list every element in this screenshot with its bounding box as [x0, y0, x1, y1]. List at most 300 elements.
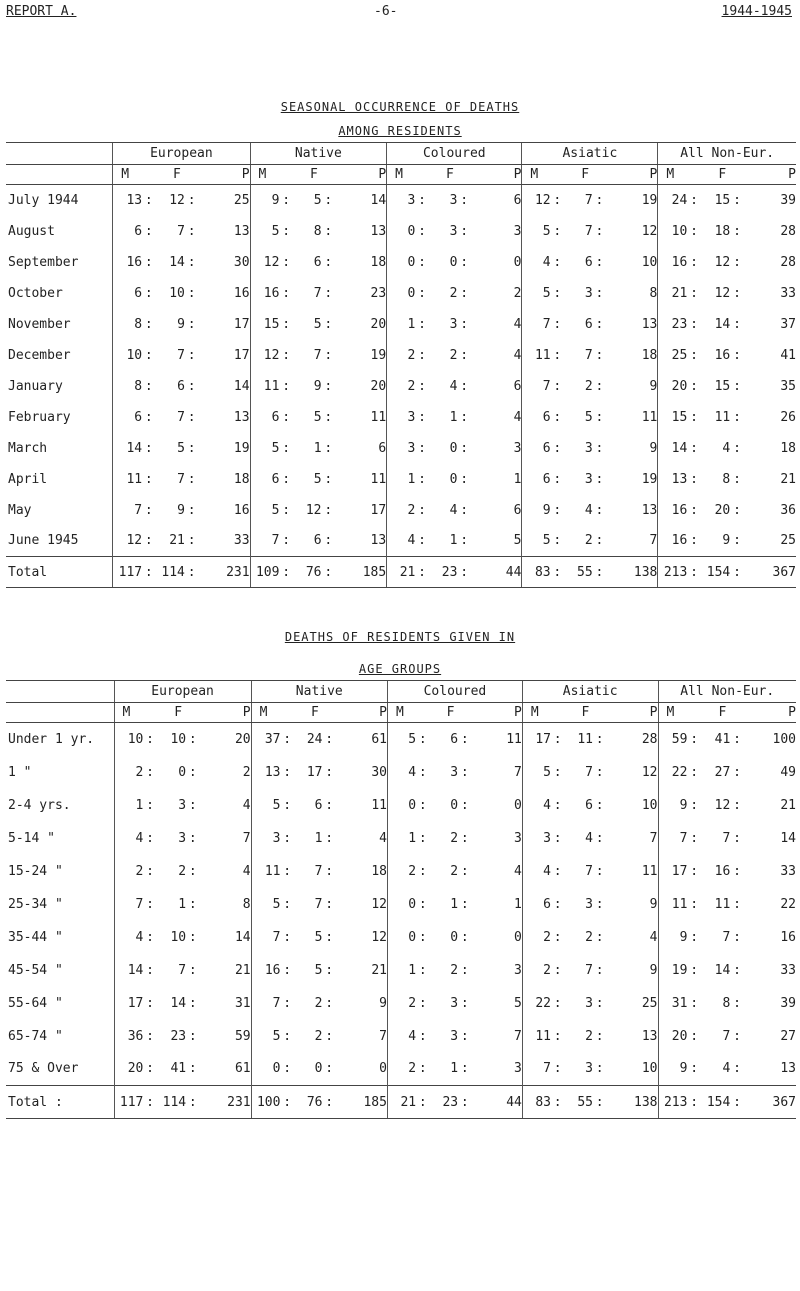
- cell-m: 6: [250, 402, 279, 433]
- cell-p: 16: [780, 929, 796, 945]
- separator: :: [282, 223, 291, 239]
- cell-m: 24: [658, 185, 687, 216]
- separator: :: [146, 764, 154, 780]
- separator: :: [690, 830, 699, 846]
- cell-p: 17: [233, 316, 250, 332]
- separator: :: [188, 1028, 197, 1044]
- cell-m: 20: [658, 1020, 687, 1053]
- cell-f: 76: [294, 1086, 323, 1119]
- year-range: 1944-1945: [721, 4, 792, 19]
- cell-p: 6: [513, 502, 522, 518]
- cell-p: 14: [233, 378, 250, 394]
- cell-p: 4: [514, 863, 522, 879]
- cell-m: 4: [114, 921, 143, 954]
- cell-m: 12: [113, 526, 142, 557]
- separator: :: [324, 347, 333, 363]
- separator: :: [144, 254, 153, 270]
- cell-p: 33: [233, 533, 250, 549]
- separator: :: [595, 316, 604, 332]
- cell-m: 117: [114, 1086, 143, 1119]
- separator: :: [187, 192, 196, 208]
- subheader-m: M: [387, 703, 429, 723]
- cell-m: 12: [250, 247, 279, 278]
- table-row: [6, 954, 796, 987]
- cell-m: 1: [114, 789, 143, 822]
- separator: :: [146, 1028, 154, 1044]
- cell-f: 1: [314, 830, 323, 846]
- subheader-m: M: [114, 703, 157, 723]
- separator: :: [687, 557, 701, 588]
- cell-p: 11: [370, 409, 387, 425]
- cell-f: 5: [313, 316, 322, 332]
- cell-f: 0: [449, 471, 458, 487]
- separator: :: [551, 1086, 564, 1119]
- cell-p: 25: [780, 533, 796, 549]
- cell-f: 3: [449, 192, 458, 208]
- cell-f: 11: [714, 896, 731, 912]
- separator: :: [690, 863, 699, 879]
- table2-title: DEATHS OF RESIDENTS GIVEN IN: [284, 630, 516, 644]
- cell-p: 13: [233, 409, 250, 425]
- subheader-p: P: [471, 165, 522, 185]
- cell-f: 11: [577, 731, 593, 747]
- table-row: [6, 495, 796, 526]
- cell-m: 7: [522, 1053, 551, 1086]
- cell-m: 5: [250, 495, 279, 526]
- separator: :: [282, 440, 291, 456]
- separator: :: [324, 254, 333, 270]
- separator: :: [595, 471, 604, 487]
- row-label: 25-34 ": [8, 896, 63, 912]
- cell-f: 23: [430, 1086, 459, 1119]
- separator: :: [146, 929, 154, 945]
- cell-m: 1: [387, 954, 416, 987]
- cell-p: 231: [198, 557, 250, 588]
- separator: :: [690, 1061, 699, 1077]
- cell-f: 9: [177, 502, 185, 518]
- separator: :: [690, 471, 698, 487]
- separator: :: [282, 533, 291, 549]
- cell-p: 7: [514, 764, 522, 780]
- separator: :: [283, 962, 292, 978]
- separator: :: [690, 1028, 699, 1044]
- separator: :: [460, 471, 469, 487]
- cell-f: 14: [169, 254, 185, 270]
- separator: :: [690, 533, 698, 549]
- subheader-f: F: [156, 165, 199, 185]
- cell-p: 0: [514, 929, 522, 945]
- separator: :: [595, 1061, 604, 1077]
- cell-f: 2: [450, 962, 459, 978]
- cell-p: 185: [335, 557, 387, 588]
- subheader-p: P: [336, 703, 388, 723]
- cell-f: 2: [178, 863, 187, 879]
- separator: :: [593, 557, 606, 588]
- cell-p: 12: [641, 764, 658, 780]
- table-row: [6, 822, 796, 855]
- cell-m: 8: [113, 309, 142, 340]
- cell-p: 7: [379, 1028, 387, 1044]
- cell-p: 3: [514, 1061, 522, 1077]
- cell-f: 7: [314, 896, 323, 912]
- separator: :: [187, 254, 196, 270]
- cell-f: 41: [714, 731, 731, 747]
- cell-p: 39: [780, 192, 796, 208]
- separator: :: [460, 409, 469, 425]
- separator: :: [458, 1086, 471, 1119]
- cell-m: 1: [387, 309, 416, 340]
- cell-p: 20: [370, 378, 387, 394]
- separator: :: [595, 731, 604, 747]
- cell-f: 6: [313, 254, 322, 270]
- separator: :: [418, 1061, 427, 1077]
- cell-p: 7: [649, 533, 658, 549]
- separator: :: [144, 471, 153, 487]
- separator: :: [283, 830, 292, 846]
- subheader-f: F: [701, 703, 744, 723]
- separator: :: [283, 896, 292, 912]
- cell-m: 0: [387, 247, 416, 278]
- separator: :: [188, 896, 197, 912]
- separator: :: [553, 440, 562, 456]
- cell-m: 4: [387, 526, 416, 557]
- separator: :: [733, 378, 741, 394]
- cell-m: 4: [387, 756, 416, 789]
- cell-f: 1: [313, 440, 322, 456]
- separator: :: [418, 254, 426, 270]
- cell-f: 6: [314, 797, 323, 813]
- separator: :: [144, 533, 153, 549]
- separator: :: [324, 471, 333, 487]
- cell-m: 5: [522, 756, 551, 789]
- cell-m: 14: [658, 433, 687, 464]
- cell-p: 23: [370, 285, 387, 301]
- cell-p: 2: [513, 285, 522, 301]
- cell-f: 3: [585, 995, 593, 1011]
- cell-f: 12: [714, 797, 731, 813]
- separator: :: [460, 995, 469, 1011]
- cell-m: 10: [114, 723, 143, 756]
- cell-m: 13: [658, 464, 687, 495]
- cell-p: 367: [744, 1086, 796, 1119]
- cell-p: 44: [471, 557, 522, 588]
- cell-p: 26: [780, 409, 796, 425]
- table-row: [6, 1020, 796, 1053]
- table-row: [6, 247, 796, 278]
- cell-f: 18: [714, 223, 731, 239]
- cell-m: 2: [114, 855, 143, 888]
- cell-p: 13: [233, 223, 250, 239]
- table-row: [6, 278, 796, 309]
- separator: :: [460, 731, 469, 747]
- cell-p: 13: [370, 533, 387, 549]
- total-row: [6, 557, 796, 588]
- subheader-m: M: [113, 165, 156, 185]
- group-header: European: [113, 143, 250, 165]
- separator: :: [595, 254, 604, 270]
- cell-f: 3: [450, 1028, 459, 1044]
- cell-f: 6: [450, 731, 459, 747]
- subheader-m: M: [658, 165, 701, 185]
- cell-f: 2: [314, 1028, 323, 1044]
- cell-f: 7: [585, 962, 593, 978]
- cell-m: 2: [387, 340, 416, 371]
- separator: :: [733, 896, 741, 912]
- row-label: September: [8, 254, 79, 270]
- cell-p: 19: [370, 347, 387, 363]
- cell-m: 5: [522, 216, 551, 247]
- cell-p: 44: [472, 1086, 523, 1119]
- separator: :: [418, 962, 427, 978]
- separator: :: [595, 409, 604, 425]
- cell-f: 76: [293, 557, 322, 588]
- group-header: Native: [250, 143, 387, 165]
- cell-m: 17: [658, 855, 687, 888]
- cell-f: 12: [169, 192, 185, 208]
- separator: :: [690, 378, 698, 394]
- separator: :: [144, 285, 153, 301]
- separator: :: [730, 557, 744, 588]
- cell-f: 154: [701, 557, 730, 588]
- cell-f: 3: [584, 440, 593, 456]
- separator: :: [418, 896, 427, 912]
- cell-m: 16: [658, 495, 687, 526]
- separator: :: [690, 995, 699, 1011]
- cell-f: 8: [722, 471, 731, 487]
- cell-f: 114: [156, 557, 185, 588]
- separator: :: [690, 962, 699, 978]
- cell-m: 4: [522, 855, 551, 888]
- separator: :: [553, 1061, 562, 1077]
- separator: :: [187, 347, 196, 363]
- cell-f: 55: [564, 557, 593, 588]
- separator: :: [733, 929, 741, 945]
- subheader-p: P: [744, 165, 796, 185]
- cell-p: 7: [514, 1028, 522, 1044]
- separator: :: [283, 1061, 292, 1077]
- row-label: March: [8, 440, 48, 456]
- cell-p: 9: [649, 896, 658, 912]
- row-label: December: [8, 347, 71, 363]
- separator: :: [553, 378, 562, 394]
- cell-p: 5: [513, 533, 522, 549]
- separator: :: [418, 285, 426, 301]
- cell-m: 5: [387, 723, 416, 756]
- cell-p: 19: [641, 192, 658, 208]
- cell-m: 11: [522, 340, 551, 371]
- cell-m: 16: [658, 526, 687, 557]
- cell-p: 33: [780, 962, 796, 978]
- separator: :: [690, 896, 699, 912]
- separator: :: [187, 440, 196, 456]
- cell-m: 14: [114, 954, 143, 987]
- cell-f: 7: [177, 347, 185, 363]
- cell-p: 35: [780, 378, 796, 394]
- separator: :: [283, 797, 292, 813]
- cell-p: 13: [641, 502, 658, 518]
- separator: :: [733, 995, 741, 1011]
- separator: :: [733, 316, 741, 332]
- separator: :: [733, 471, 741, 487]
- separator: :: [144, 440, 153, 456]
- separator: :: [733, 285, 741, 301]
- cell-m: 117: [113, 557, 142, 588]
- separator: :: [144, 223, 153, 239]
- cell-p: 3: [514, 962, 522, 978]
- cell-m: 0: [387, 789, 416, 822]
- cell-m: 0: [387, 216, 416, 247]
- cell-m: 9: [250, 185, 279, 216]
- separator: :: [142, 557, 155, 588]
- cell-m: 2: [387, 495, 416, 526]
- separator: :: [146, 797, 154, 813]
- cell-f: 6: [585, 797, 593, 813]
- subheader-p: P: [744, 703, 796, 723]
- cell-m: 2: [387, 987, 416, 1020]
- separator: :: [282, 409, 291, 425]
- separator: :: [283, 929, 292, 945]
- separator: :: [282, 378, 291, 394]
- cell-p: 1: [514, 896, 522, 912]
- cell-f: 1: [450, 896, 459, 912]
- cell-p: 11: [641, 863, 658, 879]
- cell-m: 10: [113, 340, 142, 371]
- cell-f: 7: [584, 192, 593, 208]
- cell-p: 41: [780, 347, 796, 363]
- separator: :: [593, 1086, 606, 1119]
- separator: :: [325, 863, 334, 879]
- separator: :: [690, 797, 699, 813]
- cell-f: 15: [714, 192, 731, 208]
- separator: :: [282, 254, 291, 270]
- cell-m: 7: [522, 309, 551, 340]
- cell-m: 14: [113, 433, 142, 464]
- separator: :: [553, 962, 562, 978]
- separator: :: [460, 764, 469, 780]
- subheader-p: P: [335, 165, 387, 185]
- cell-p: 14: [234, 929, 251, 945]
- cell-f: 8: [313, 223, 322, 239]
- cell-m: 12: [522, 185, 551, 216]
- cell-p: 0: [514, 797, 522, 813]
- separator: :: [188, 863, 197, 879]
- cell-p: 13: [780, 1061, 796, 1077]
- separator: :: [460, 962, 469, 978]
- separator: :: [690, 929, 699, 945]
- cell-f: 7: [584, 223, 593, 239]
- subheader-p: P: [198, 165, 250, 185]
- cell-f: 4: [584, 502, 593, 518]
- separator: :: [324, 223, 333, 239]
- cell-m: 15: [250, 309, 279, 340]
- total-row: [6, 1086, 796, 1119]
- cell-m: 6: [250, 464, 279, 495]
- cell-p: 9: [379, 995, 387, 1011]
- cell-m: 5: [522, 526, 551, 557]
- cell-m: 15: [658, 402, 687, 433]
- separator: :: [187, 533, 196, 549]
- cell-f: 7: [584, 347, 593, 363]
- cell-m: 109: [250, 557, 279, 588]
- cell-f: 5: [584, 409, 593, 425]
- cell-f: 0: [314, 1061, 323, 1077]
- subheader-p: P: [606, 703, 658, 723]
- separator: :: [325, 929, 334, 945]
- cell-f: 5: [313, 192, 322, 208]
- cell-p: 18: [780, 440, 796, 456]
- cell-m: 9: [522, 495, 551, 526]
- separator: :: [322, 557, 335, 588]
- cell-p: 20: [234, 731, 251, 747]
- cell-f: 4: [585, 830, 593, 846]
- cell-p: 13: [641, 316, 658, 332]
- separator: :: [553, 223, 562, 239]
- row-label: February: [8, 409, 71, 425]
- separator: :: [460, 502, 469, 518]
- separator: :: [595, 896, 604, 912]
- table-row: [6, 855, 796, 888]
- group-header: European: [114, 681, 251, 703]
- table-row: [6, 185, 796, 216]
- cell-f: 21: [169, 533, 185, 549]
- cell-p: 18: [371, 863, 387, 879]
- cell-f: 2: [314, 995, 323, 1011]
- separator: :: [418, 1028, 427, 1044]
- separator: :: [690, 316, 698, 332]
- separator: :: [733, 223, 741, 239]
- cell-m: 2: [522, 921, 551, 954]
- subheader-m: M: [522, 165, 564, 185]
- cell-f: 16: [714, 347, 731, 363]
- cell-m: 2: [387, 371, 416, 402]
- cell-f: 9: [177, 316, 185, 332]
- separator: :: [690, 502, 698, 518]
- row-label: Total :: [6, 1086, 114, 1119]
- separator: :: [282, 285, 291, 301]
- cell-p: 61: [371, 731, 387, 747]
- table-row: [6, 723, 796, 756]
- cell-p: 8: [649, 285, 658, 301]
- cell-p: 0: [513, 254, 522, 270]
- cell-m: 10: [658, 216, 687, 247]
- cell-m: 9: [658, 1053, 687, 1086]
- table1-subtitle: AMONG RESIDENTS: [338, 124, 462, 138]
- cell-m: 2: [387, 855, 416, 888]
- cell-m: 5: [250, 216, 279, 247]
- separator: :: [146, 962, 154, 978]
- subheader-m: M: [387, 165, 429, 185]
- separator: :: [733, 797, 741, 813]
- cell-p: 10: [641, 797, 658, 813]
- cell-m: 5: [522, 278, 551, 309]
- cell-m: 6: [522, 888, 551, 921]
- cell-p: 13: [641, 1028, 658, 1044]
- separator: :: [457, 557, 470, 588]
- cell-m: 3: [387, 185, 416, 216]
- separator: :: [733, 440, 741, 456]
- page-header: [0, 0, 800, 30]
- table2-subtitle: AGE GROUPS: [358, 662, 442, 676]
- cell-f: 3: [584, 471, 593, 487]
- table-row: [6, 921, 796, 954]
- row-label: 45-54 ": [8, 962, 63, 978]
- separator: :: [733, 764, 741, 780]
- subheader-p: P: [472, 703, 523, 723]
- separator: :: [553, 896, 562, 912]
- separator: :: [595, 929, 604, 945]
- cell-m: 13: [251, 756, 280, 789]
- separator: :: [733, 533, 741, 549]
